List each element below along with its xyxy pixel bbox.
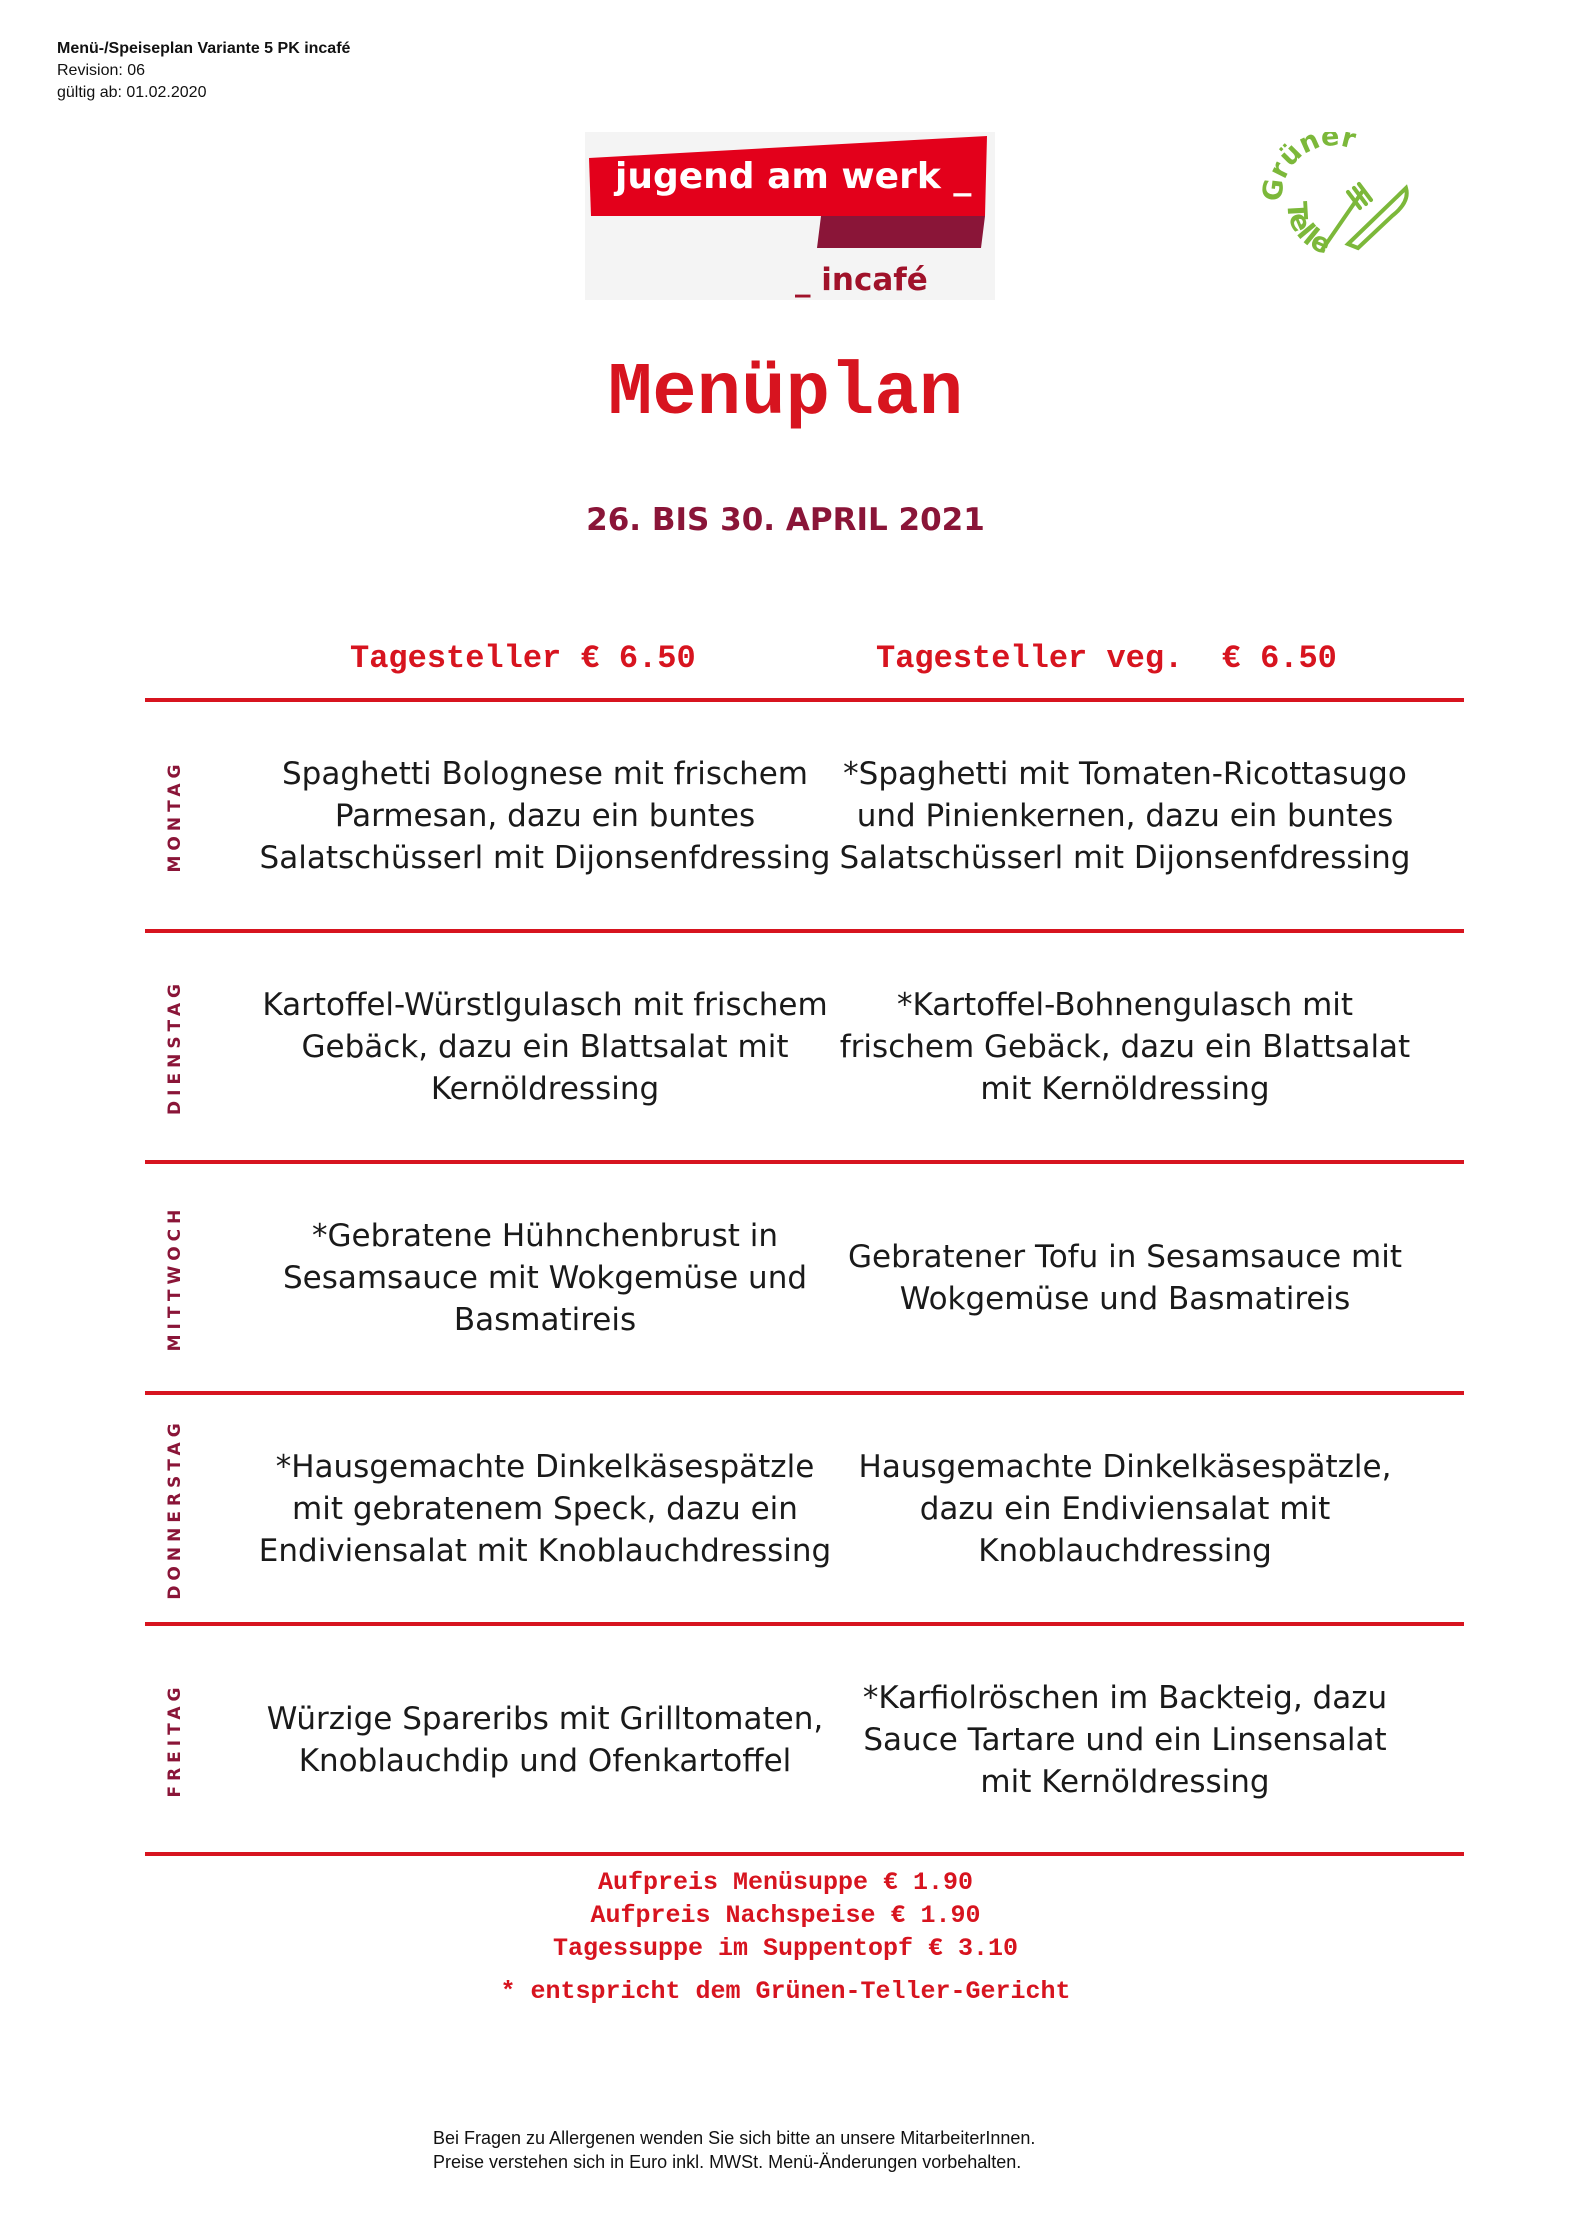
date-range: 26. BIS 30. APRIL 2021 [586,502,985,538]
divider [145,1852,1464,1856]
dish-tagesteller: Kartoffel-Würstlgulasch mit frischem Gebäck, dazu ein Blattsalat mit Kernöldressing [262,987,828,1107]
day-label: MITTWOCH [165,1204,185,1352]
extra-price-soup: Aufpreis Menüsuppe € 1.90 [597,1868,974,1897]
divider [145,1622,1464,1626]
menu-row-montag [145,703,1464,929]
dish-tagesteller: Würzige Spareribs mit Grilltomaten, Knoblauchdip und Ofenkartoffel [266,1701,824,1779]
day-label: MONTAG [165,759,185,873]
dish-tagesteller-veg: *Karfiolröschen im Backteig, dazu Sauce Tartare und ein Linsensalat mit Kernöldressing [862,1680,1388,1800]
divider [145,1391,1464,1395]
page-title: Menüplan [607,352,964,436]
extra-prices [0,1866,1571,1965]
valid-from-text: gültig ab: 01.02.2020 [57,84,207,101]
svg-text:Grüner: rüner [1262,132,1359,184]
dish-tagesteller-veg: *Kartoffel-Bohnengulasch mit frischem Gebäck, dazu ein Blattsalat mit Kernöldressing [839,987,1411,1107]
document-header [57,38,350,104]
dish-tagesteller-veg: Gebratener Tofu in Sesamsauce mit Wokgemüse und Basmatireis [847,1239,1403,1317]
allergen-note: Bei Fragen zu Allergenen wenden Sie sich bitte an unsere MitarbeiterInnen. [433,2128,1036,2148]
extra-price-dessert: Aufpreis Nachspeise € 1.90 [590,1901,981,1930]
dish-tagesteller: Spaghetti Bolognese mit frischem Parmesan, dazu ein buntes Salatschüsserl mit Dijonsenfdressing [259,756,831,876]
day-label: DONNERSTAG [165,1418,185,1600]
svg-text:Teller: Telle [1280,200,1335,261]
extra-price-soup-pot: Tagessuppe im Suppentopf € 3.10 [552,1934,1019,1963]
dish-tagesteller-veg: *Spaghetti mit Tomaten-Ricottasugo und Pinienkernen, dazu ein buntes Salatschüsserl mit Dijonsenfdressing [839,756,1411,876]
column-header-tagesteller: Tagesteller € 6.50 [350,640,696,677]
gruener-teller-logo [1262,132,1414,274]
footer-note [433,2126,1035,2174]
gruener-teller-icon [1262,132,1414,274]
menu-row-freitag [145,1627,1464,1853]
logo-sub-text: _ incafé [795,262,928,298]
dish-tagesteller-veg: Hausgemachte Dinkelkäsespätzle, dazu ein Endiviensalat mit Knoblauchdressing [858,1449,1392,1569]
menu-row-mittwoch [145,1165,1464,1391]
price-note: Preise verstehen sich in Euro inkl. MWSt. Menü-Änderungen vorbehalten. [433,2152,1022,2172]
menu-row-donnerstag [145,1396,1464,1622]
dish-tagesteller: *Gebratene Hühnchenbrust in Sesamsauce mit Wokgemüse und Basmatireis [282,1218,808,1338]
day-label: DIENSTAG [165,979,185,1115]
document-title: Menü-/Speiseplan Variante 5 PK incafé [57,40,351,57]
day-label: FREITAG [165,1682,185,1798]
menu-row-dienstag [145,934,1464,1160]
divider [145,929,1464,933]
jugend-am-werk-logo [585,132,995,300]
green-plate-note: * entspricht dem Grünen-Teller-Gericht [500,1977,1071,2006]
revision-text: Revision: 06 [57,62,146,79]
divider [145,698,1464,702]
dish-tagesteller: *Hausgemachte Dinkelkäsespätzle mit gebratenem Speck, dazu ein Endiviensalat mit Knoblauchdressing [258,1449,832,1569]
divider [145,1160,1464,1164]
logo-brand-text: jugend am werk _ [615,156,972,197]
column-header-tagesteller-veg: Tagesteller veg. € 6.50 [876,640,1337,677]
